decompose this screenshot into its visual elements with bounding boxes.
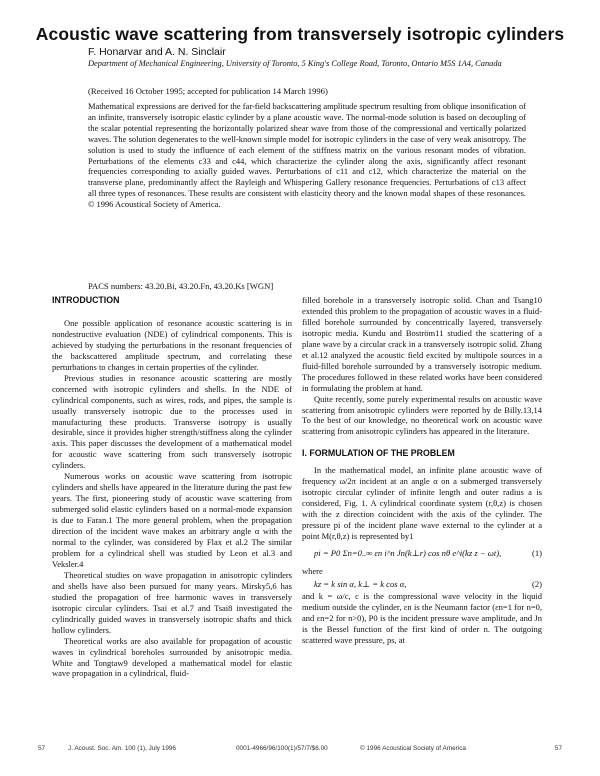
article-code: 0001-4966/96/100(1)/57/7/$6.00 bbox=[236, 745, 328, 752]
section-heading-formulation: I. FORMULATION OF THE PROBLEM bbox=[302, 448, 455, 459]
paragraph: Quite recently, some purely experimental results on acoustic wave scattering from anisotropic cylinders were reported by de Billy.13,14 To the best of our knowledge, no theoretical work on acoustic wave scattering from anisotropic cylinders has appeared in the literature. bbox=[302, 393, 542, 437]
right-column bbox=[302, 295, 542, 646]
paragraph: Previous studies in resonance acoustic scattering are mostly concerned with isotropic cylinders and shells. In the NDE of cylindrical components, such as wires, rods, and pipes, the sample is usually transversely isotropic due to the processes used in manufacturing these products. Transverse isotropy is usually desirable, since it provides higher strength/stiffness along the cylinder axis. This paper discusses the development of a mathematical model for acoustic wave scattering from such transversely isotropic cylinders. bbox=[52, 372, 292, 471]
paragraph: Numerous works on acoustic wave scattering from isotropic cylinders and shells have appeared in the literature during the past few years. The first, pioneering study of acoustic wave scattering from submerged solid elastic cylinders based on a normal-mode expansion is due to Faran.1 The more general problem, when the propagation direction of the incident wave makes an arbitrary angle α with the normal to the cylinder, was considered by Flax et al.2 The similar problem for a cylindrical shell was studied by Leon et al.3 and Veksler.4 bbox=[52, 471, 292, 569]
paragraph: and k = ω/c, c is the compressional wave velocity in the liquid medium outside the cylinder, εn is the Neumann factor (εn=1 for n=0, and εn=2 for n>0), P0 is the incident pressure wave amplitude, and Jn is the Bessel function of the first kind of order n. The outgoing scattered wave pressure, ps, at bbox=[302, 590, 542, 645]
equation-2 bbox=[302, 577, 542, 591]
left-column bbox=[52, 295, 292, 679]
journal-citation: J. Acoust. Soc. Am. 100 (1), July 1996 bbox=[68, 745, 176, 752]
paper-title: Acoustic wave scattering from transversely isotropic cylinders bbox=[35, 24, 565, 44]
page-footer bbox=[38, 745, 562, 757]
paragraph: Theoretical works are also available for propagation of acoustic waves in cylindrical boreholes surrounded by anisotropic media. White and Tongtaw9 developed a mathematical model for elastic wave propagation in a cylindrical, fluid- bbox=[52, 635, 292, 679]
copyright: © 1996 Acoustical Society of America bbox=[360, 745, 466, 752]
received-dates: (Received 16 October 1995; accepted for publication 14 March 1996) bbox=[88, 86, 328, 96]
authors: F. Honarvar and A. N. Sinclair bbox=[88, 46, 226, 58]
affiliation: Department of Mechanical Engineering, University of Toronto, 5 King's College Road, Toronto, Ontario M5S 1A4, Canada bbox=[88, 59, 502, 68]
equation-1-body: pi = P0 Σn=0..∞ εn i^n Jn(k⊥r) cos nθ e^i(kz z − ωt), bbox=[314, 548, 502, 559]
equation-1 bbox=[302, 542, 542, 566]
paragraph: One possible application of resonance acoustic scattering is in nondestructive evaluation (NDE) of cylindrical components. This is achieved by studying the perturbations in the resonant frequencies of the backscattered amplitude spectrum, and correlating these perturbations to changes in certain properties of the cylinder. bbox=[52, 317, 292, 372]
paragraph: In the mathematical model, an infinite plane acoustic wave of frequency ω/2π incident at an angle α on a submerged transversely isotropic circular cylinder of infinite length and outer radius a is considered, Fig. 1. A cylindrical coordinate system (r,θ,z) is chosen with the z direction coincident with the axis of the cylinder. The pressure pi of the incident plane wave external to the cylinder at a point M(r,θ,z) is represented by1 bbox=[302, 465, 542, 542]
abstract: Mathematical expressions are derived for the far-field backscattering amplitude spectrum resulting from oblique insonification of an infinite, transversely isotropic elastic cylinder by a plane acoustic wave. The normal-mode solution is based on decoupling of the scalar potential representing the horizontally polarized shear wave from those of the compressional and vertically polarized waves. The solution degenerates to the well-known simple model for isotropic cylinders in the case of very weak anisotropy. The solution is used to study the influence of each element of the stiffness matrix on the various resonant modes of vibration. Perturbations of the elements c33 and c44, which characterize the cylinder along the axis, significantly affect resonant frequencies corresponding to axially guided waves. Perturbations of c11 and c12, which characterize the material on the transverse plane, predominantly affect the Rayleigh and Whispering Gallery resonance frequencies. Perturbations of c13 affect all three types of resonances. These results are consistent with elasticity theory and the known modal shapes of these resonances. © 1996 Acoustical Society of America. bbox=[88, 101, 526, 210]
equation-1-number: (1) bbox=[531, 548, 542, 559]
where-label: where bbox=[302, 566, 323, 577]
paragraph: Theoretical studies on wave propagation in anisotropic cylinders and shells have also been pursued for many years. Mirsky5,6 has studied the propagation of free harmonic waves in transversely isotropic circular cylinders. Tsai et al.7 and Tsai8 investigated the cylindrically guided waves in transversely isotropic shafts and thick hollow cylinders. bbox=[52, 569, 292, 635]
pacs-numbers: PACS numbers: 43.20.Bi, 43.20.Fn, 43.20.Ks [WGN] bbox=[88, 281, 274, 291]
page-number-left: 57 bbox=[38, 745, 46, 752]
page-number-right: 57 bbox=[554, 745, 562, 752]
equation-2-number: (2) bbox=[531, 578, 542, 589]
equation-2-body: kz = k sin α, k⊥ = k cos α, bbox=[314, 578, 407, 589]
section-heading-introduction: INTRODUCTION bbox=[52, 295, 120, 305]
paragraph: filled borehole in a transversely isotropic solid. Chan and Tsang10 extended this problem to the propagation of acoustic waves in a fluid-filled borehole surrounded by concentrically layered, transversely isotropic media. Kundu and Boström11 studied the scattering of a plane wave by a circular crack in a transversely isotropic solid. Zhang et al.12 analyzed the acoustic field excited by multipole sources in a fluid-filled borehole surrounded by a transversely isotropic medium. The procedures followed in these related works have been considered in formulating the problem at hand. bbox=[302, 295, 542, 393]
